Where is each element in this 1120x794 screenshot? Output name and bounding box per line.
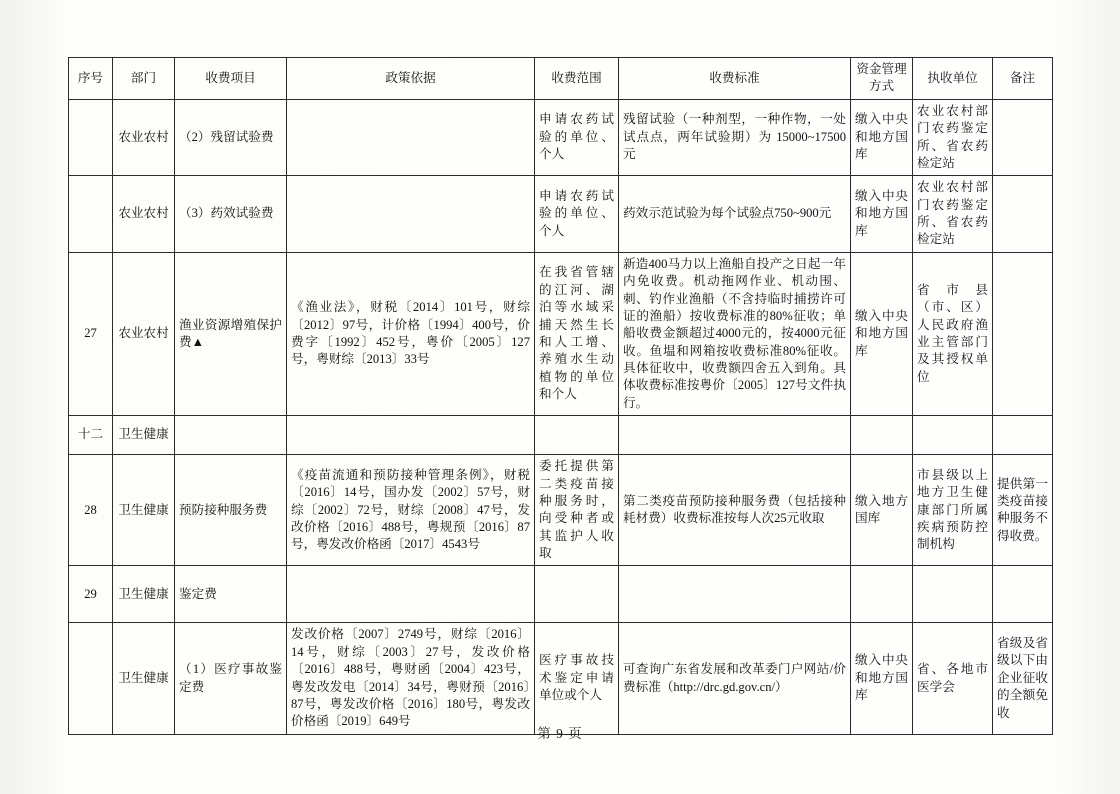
cell-scope: 申请农药试验的单位、个人: [535, 176, 619, 253]
table-header-row: [69, 58, 1053, 100]
column-header-policy: 政策依据: [287, 58, 535, 100]
cell-policy: [287, 566, 535, 623]
column-header-scope: 收费范围: [535, 58, 619, 100]
cell-fund: 缴入中央和地方国库: [851, 99, 913, 176]
column-header-item: 收费项目: [175, 58, 287, 100]
cell-policy: [287, 176, 535, 253]
cell-policy: 《渔业法》，财税〔2014〕101号，财综〔2012〕97号，计价格〔1994〕400号，价费字〔1992〕452号，粤价〔2005〕127号，粤财综〔2013〕33号: [287, 252, 535, 415]
cell-fund: 缴入地方国库: [851, 455, 913, 566]
cell-unit: 市县级以上地方卫生健康部门所属疾病预防控制机构: [913, 455, 993, 566]
table-row: [69, 176, 1053, 253]
cell-dept: 卫生健康: [113, 566, 175, 623]
column-header-dept: 部门: [113, 58, 175, 100]
cell-scope: 在我省管辖的江河、湖泊等水域采捕天然生长和人工增、养殖水生动植物的单位和个人: [535, 252, 619, 415]
cell-no: [69, 623, 113, 734]
cell-no: 28: [69, 455, 113, 566]
cell-dept: 卫生健康: [113, 416, 175, 455]
cell-scope: 委托提供第二类疫苗接种服务时，向受种者或其监护人收取: [535, 455, 619, 566]
table-row: [69, 623, 1053, 734]
cell-standard: [619, 416, 851, 455]
cell-dept: 卫生健康: [113, 455, 175, 566]
cell-scope: [535, 416, 619, 455]
column-header-remark: 备注: [993, 58, 1053, 100]
cell-remark: 提供第一类疫苗接种服务不得收费。: [993, 455, 1053, 566]
cell-item: 渔业资源增殖保护费▲: [175, 252, 287, 415]
table-row: [69, 99, 1053, 176]
cell-item: 预防接种服务费: [175, 455, 287, 566]
column-header-no: 序号: [69, 58, 113, 100]
cell-fund: 缴入中央和地方国库: [851, 176, 913, 253]
cell-no: 十二: [69, 416, 113, 455]
cell-scope: 医疗事故技术鉴定申请单位或个人: [535, 623, 619, 734]
cell-unit: [913, 416, 993, 455]
cell-fund: 缴入中央和地方国库: [851, 252, 913, 415]
cell-remark: [993, 566, 1053, 623]
cell-standard: 可查询广东省发展和改革委门户网站/价费标准（http://drc.gd.gov.cn/）: [619, 623, 851, 734]
cell-fund: 缴入中央和地方国库: [851, 623, 913, 734]
cell-standard: 残留试验（一种剂型，一种作物，一处试点点，两年试验期）为 15000~17500元: [619, 99, 851, 176]
column-header-fund: 资金管理方式: [851, 58, 913, 100]
table-row: [69, 252, 1053, 415]
cell-unit: 农业农村部门农药鉴定所、省农药检定站: [913, 99, 993, 176]
cell-remark: [993, 416, 1053, 455]
cell-policy: 《疫苗流通和预防接种管理条例》，财税〔2016〕14号，国办发〔2002〕57号，财综〔2002〕72号，财综〔2008〕47号，发改价格〔2016〕488号，粤规预〔2016〕87号，粤发改价格函〔2017〕4543号: [287, 455, 535, 566]
cell-dept: 农业农村: [113, 176, 175, 253]
cell-policy: [287, 99, 535, 176]
table-row: [69, 455, 1053, 566]
cell-dept: 卫生健康: [113, 623, 175, 734]
cell-item: （1）医疗事故鉴定费: [175, 623, 287, 734]
cell-remark: [993, 176, 1053, 253]
cell-scope: [535, 566, 619, 623]
cell-item: [175, 416, 287, 455]
cell-policy: 发改价格〔2007〕2749号，财综〔2016〕14号，财综〔2003〕27号，发改价格〔2016〕488号，粤财函〔2004〕423号，粤发改发电〔2014〕34号，粤财预〔2016〕87号，粤发改价格〔2016〕180号，粤发改价格函〔2019〕649号: [287, 623, 535, 734]
table-row: [69, 566, 1053, 623]
cell-scope: 申请农药试验的单位、个人: [535, 99, 619, 176]
cell-fund: [851, 566, 913, 623]
page-footer: 第 9 页: [537, 726, 583, 741]
cell-remark: 省级及省级以下由企业征收的全额免收: [993, 623, 1053, 734]
cell-unit: [913, 566, 993, 623]
cell-unit: 省、各地市医学会: [913, 623, 993, 734]
cell-standard: 新造400马力以上渔船自投产之日起一年内免收费。机动拖网作业、机动围、刺、钓作业渔船（不含持临时捕捞许可证的渔船）按收费标准的80%征收；单船收费金额超过4000元的，按4000元征收。鱼塭和网箱按收费标准80%征收。具体征收中，收费额四舍五入到角。具体收费标准按粤价〔2005〕127号文件执行。: [619, 252, 851, 415]
cell-remark: [993, 252, 1053, 415]
cell-item: （2）残留试验费: [175, 99, 287, 176]
cell-unit: 省市县（市、区）人民政府渔业主管部门及其授权单位: [913, 252, 993, 415]
column-header-standard: 收费标准: [619, 58, 851, 100]
cell-no: [69, 99, 113, 176]
cell-unit: 农业农村部门农药鉴定所、省农药检定站: [913, 176, 993, 253]
cell-fund: [851, 416, 913, 455]
cell-item: 鉴定费: [175, 566, 287, 623]
cell-standard: [619, 566, 851, 623]
table-row-section: [69, 416, 1053, 455]
cell-item: （3）药效试验费: [175, 176, 287, 253]
cell-dept: 农业农村: [113, 99, 175, 176]
cell-dept: 农业农村: [113, 252, 175, 415]
cell-standard: 第二类疫苗预防接种服务费（包括接种耗材费）收费标准按每人次25元收取: [619, 455, 851, 566]
fee-table: [68, 57, 1053, 735]
cell-standard: 药效示范试验为每个试验点750~900元: [619, 176, 851, 253]
cell-no: 29: [69, 566, 113, 623]
fee-table-container: [68, 57, 1052, 735]
cell-remark: [993, 99, 1053, 176]
cell-policy: [287, 416, 535, 455]
cell-no: [69, 176, 113, 253]
column-header-unit: 执收单位: [913, 58, 993, 100]
cell-no: 27: [69, 252, 113, 415]
